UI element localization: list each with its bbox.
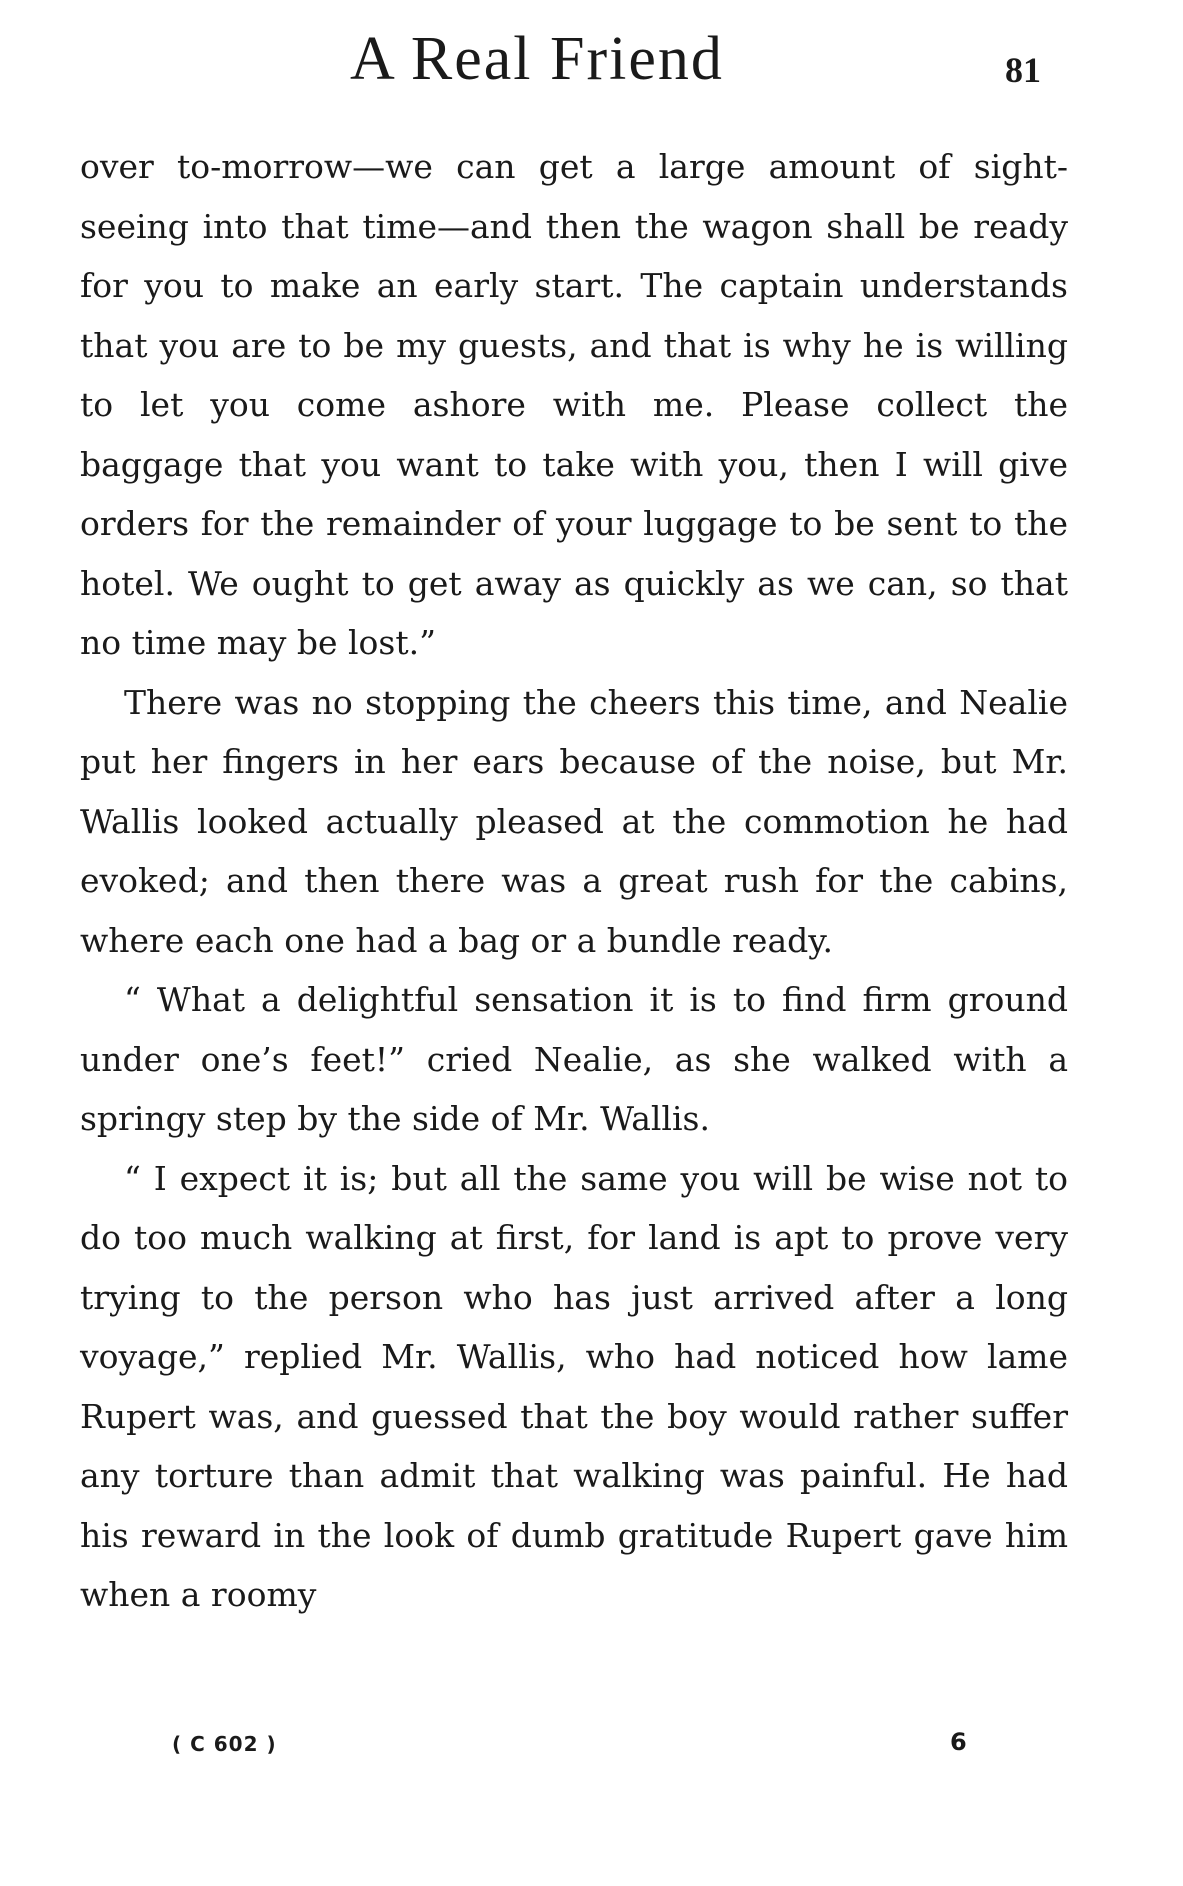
paragraph-1: over to-morrow—we can get a large amount of sight-seeing into that time—and then the wagon shall be ready for you to make an early start. The captain understands that you are to be my guests, and that is why he is willing to let you come ashore with me. Please collect the baggage that you want to take with you, then I will give orders for the remainder of your luggage to be sent to the hotel. We ought to get away as quickly as we can, so that no time may be lost.” bbox=[80, 147, 1068, 662]
signature-number: 6 bbox=[950, 1728, 967, 1756]
running-title: A Real Friend bbox=[350, 25, 724, 93]
body-text bbox=[80, 137, 1068, 1625]
paragraph-3: “ What a delightful sensation it is to find firm ground under one’s feet!” cried Nealie, as she walked with a springy step by the side of Mr. Wallis. bbox=[80, 980, 1068, 1138]
paragraph-2: There was no stopping the cheers this time, and Nealie put her fingers in her ears because of the noise, but Mr. Wallis looked actually pleased at the commotion he had evoked; and then there was a great rush for the cabins, where each one had a bag or a bundle ready. bbox=[80, 682, 1068, 960]
page-number: 81 bbox=[1005, 50, 1041, 90]
signature-mark: ( C 602 ) bbox=[172, 1732, 277, 1756]
paragraph-4: “ I expect it is; but all the same you will be wise not to do too much walking at first, for land is apt to prove very trying to the person who has just arrived after a long voyage,” replied Mr. Wallis, who had noticed how lame Rupert was, and guessed that the boy would rather suffer any torture than admit that walking was painful. He had his reward in the look of dumb gratitude Rupert gave him when a roomy bbox=[80, 1158, 1068, 1614]
